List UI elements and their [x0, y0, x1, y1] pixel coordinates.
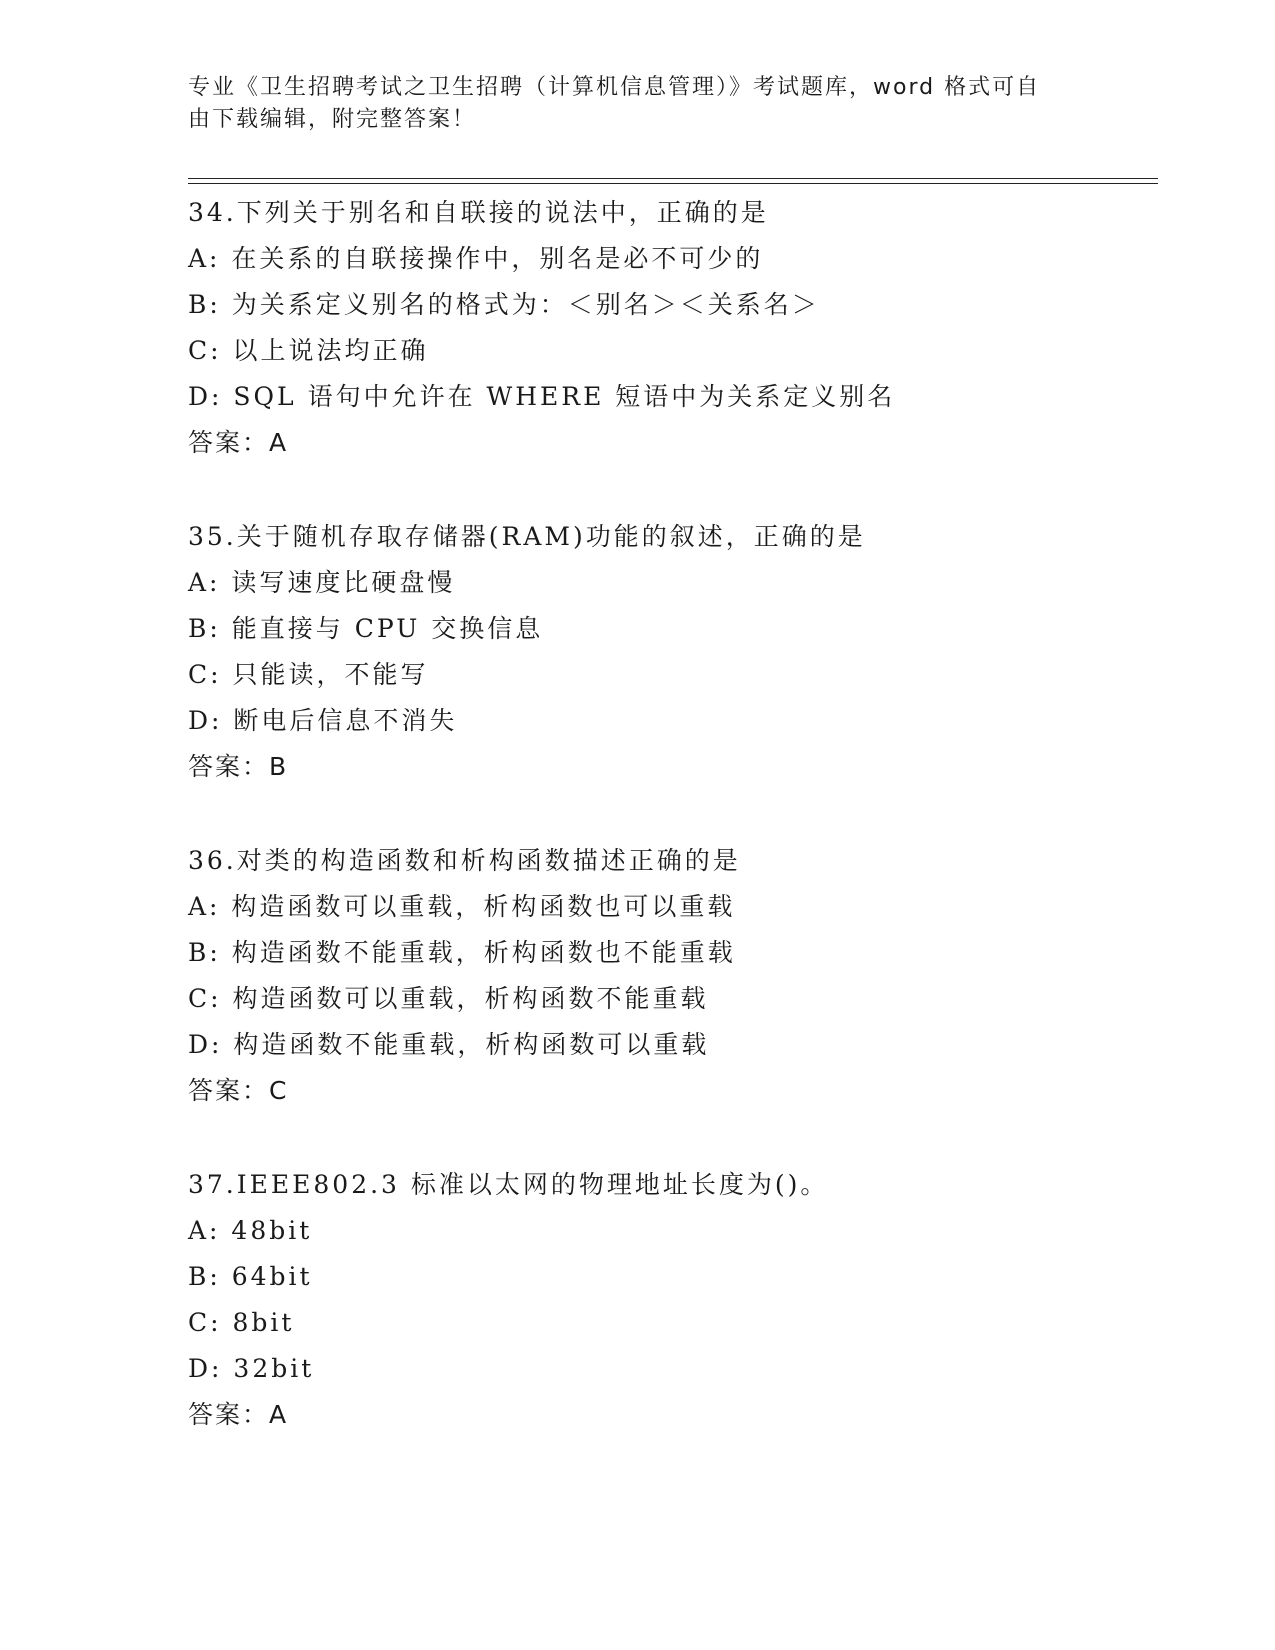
question-stem: 35.关于随机存取存储器(RAM)功能的叙述，正确的是	[188, 522, 866, 551]
option-a: A: 读写速度比硬盘慢	[188, 568, 456, 597]
answer-label: 答案：C	[188, 1076, 289, 1105]
question-34	[188, 190, 1168, 466]
option-a: A: 48bit	[188, 1216, 313, 1245]
option-d: D: 32bit	[188, 1354, 315, 1383]
answer-label: 答案：B	[188, 752, 289, 781]
option-b: B: 为关系定义别名的格式为：＜别名＞＜关系名＞	[188, 290, 820, 319]
option-d: D: 断电后信息不消失	[188, 706, 458, 735]
option-b: B: 64bit	[188, 1262, 313, 1291]
question-stem: 36.对类的构造函数和析构函数描述正确的是	[188, 846, 741, 875]
option-c: C: 构造函数可以重载，析构函数不能重载	[188, 984, 709, 1013]
question-35	[188, 514, 1168, 790]
option-a: A: 在关系的自联接操作中，别名是必不可少的	[188, 244, 764, 273]
question-36	[188, 838, 1168, 1114]
question-stem: 37.IEEE802.3 标准以太网的物理地址长度为()。	[188, 1170, 829, 1199]
document-header	[188, 72, 1088, 136]
header-line-2: 由下载编辑，附完整答案！	[188, 107, 477, 132]
question-stem: 34.下列关于别名和自联接的说法中，正确的是	[188, 198, 769, 227]
option-d: D: 构造函数不能重载，析构函数可以重载	[188, 1030, 710, 1059]
header-divider-bottom	[188, 183, 1158, 184]
header-line-1: 专业《卫生招聘考试之卫生招聘（计算机信息管理）》考试题库，word 格式可自	[188, 75, 1041, 100]
answer-label: 答案：A	[188, 1400, 289, 1429]
option-b: B: 构造函数不能重载，析构函数也不能重载	[188, 938, 736, 967]
header-divider-top	[188, 178, 1158, 179]
option-c: C: 只能读，不能写	[188, 660, 429, 689]
option-b: B: 能直接与 CPU 交换信息	[188, 614, 544, 643]
option-d: D: SQL 语句中允许在 WHERE 短语中为关系定义别名	[188, 382, 896, 411]
question-list	[188, 190, 1168, 1486]
question-37	[188, 1162, 1168, 1438]
answer-label: 答案：A	[188, 428, 289, 457]
option-c: C: 以上说法均正确	[188, 336, 429, 365]
option-c: C: 8bit	[188, 1308, 295, 1337]
option-a: A: 构造函数可以重载，析构函数也可以重载	[188, 892, 736, 921]
